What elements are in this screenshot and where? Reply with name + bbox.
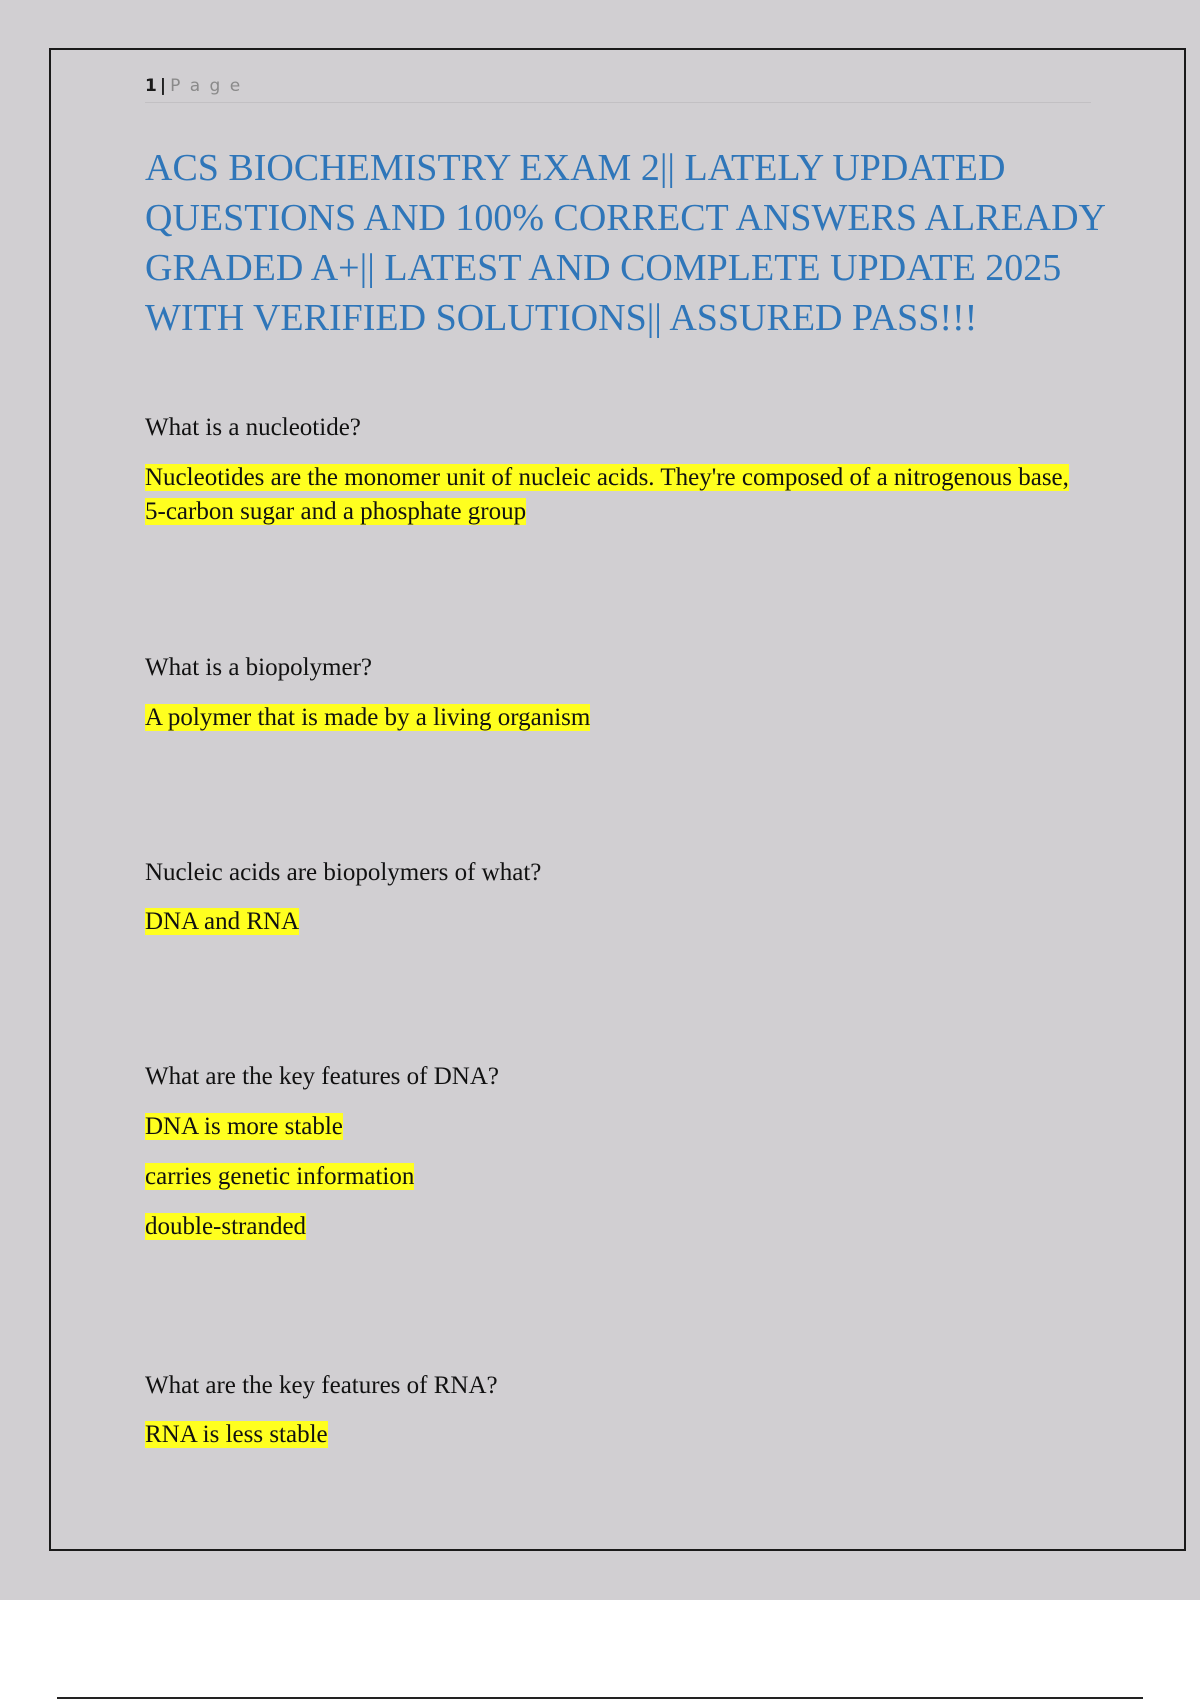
page-label: P a g e [170,76,243,96]
answer-highlight: A polymer that is made by a living organism [145,704,591,731]
question-text: What are the key features of RNA? [145,1372,498,1399]
answer-highlight: DNA and RNA [145,908,300,935]
question-text: Nucleic acids are biopolymers of what? [145,859,542,886]
question-text: What is a biopolymer? [145,654,373,681]
document-title: ACS BIOCHEMISTRY EXAM 2|| LATELY UPDATED QUESTIONS AND 100% CORRECT ANSWERS ALREADY GRADED A+|| LATEST AND COMPLETE UPDATE 2025 WITH VERIFIED SOLUTIONS|| ASSURED PASS!!! [145,147,1105,339]
answer-text [145,1110,1095,1144]
question-text: What are the key features of DNA? [145,1063,499,1090]
question-text: What is a nucleotide? [145,414,361,441]
answer-text [145,701,1095,735]
qa-item-dna-features [145,1062,1095,1244]
answer-text [145,1210,1095,1244]
page-number: 1 [145,76,157,96]
answer-text [145,1418,1095,1452]
answer-highlight: DNA is more stable [145,1113,343,1140]
answer-text [145,1160,1095,1194]
answer-text [145,905,1095,939]
qa-item-nucleic-acids [145,858,1095,939]
qa-item-rna-features [145,1371,1095,1452]
qa-item-nucleotide [145,413,1095,529]
answer-highlight: Nucleotides are the monomer unit of nucleic acids. They're composed of a nitrogenous base, 5-carbon sugar and a phosphate group [145,464,1069,525]
page-header [145,72,1091,103]
answer-highlight: double-stranded [145,1213,307,1240]
answer-highlight: carries genetic information [145,1163,415,1190]
page-header-separator: | [159,76,167,96]
answer-text [145,461,1095,529]
answer-highlight: RNA is less stable [145,1421,328,1448]
bottom-rule [57,1697,1143,1699]
qa-item-biopolymer [145,653,1095,735]
